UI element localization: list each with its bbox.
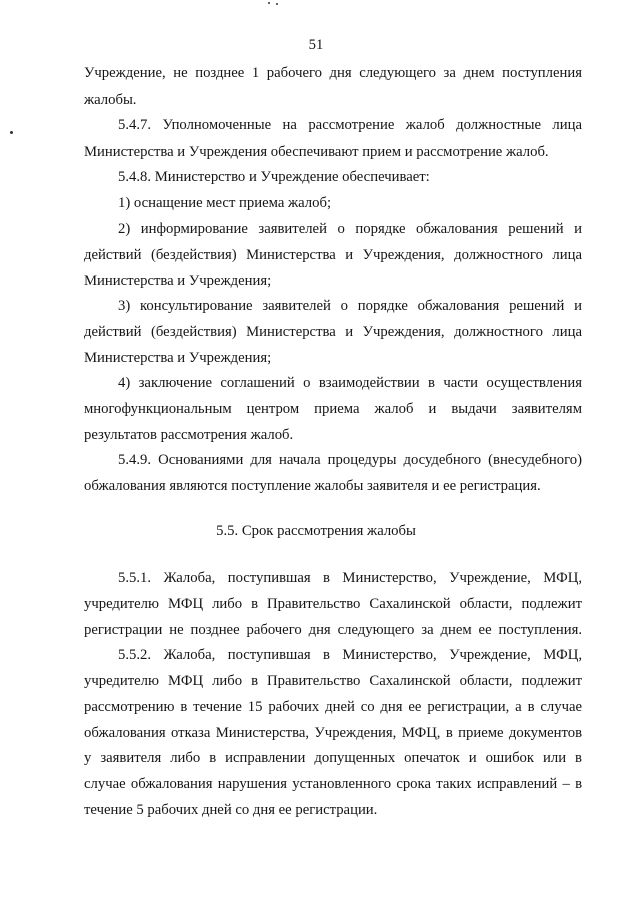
section-heading: 5.5. Срок рассмотрения жалобы	[216, 523, 416, 539]
text-line: 5.4.8. Министерство и Учреждение обеспечивает:	[118, 169, 430, 185]
text-line: течение 5 рабочих дней со дня ее регистрации.	[84, 802, 378, 818]
text-line: жалобы.	[84, 92, 137, 108]
text-line: действий (бездействия) Министерства и Учреждения, должностного лица	[84, 324, 582, 340]
text-line: рассмотрению в течение 15 рабочих дней со дня ее регистрации, а в случае	[84, 699, 582, 715]
text-line: Министерства и Учреждения;	[84, 350, 272, 366]
text-line: 5.4.7. Уполномоченные на рассмотрение жалоб должностные лица	[118, 117, 582, 133]
text-line: многофункциональным центром приема жалоб и выдачи заявителям	[84, 401, 582, 417]
text-line: у заявителя либо в исправлении допущенных опечаток и ошибок или в	[84, 750, 582, 766]
text-line: учредителю МФЦ либо в Правительство Сахалинской области, подлежит	[84, 673, 582, 689]
text-line: обжалования являются поступление жалобы заявителя и ее регистрация.	[84, 478, 541, 494]
text-line: результатов рассмотрения жалоб.	[84, 427, 294, 443]
text-line: 5.5.1. Жалоба, поступившая в Министерство, Учреждение, МФЦ,	[118, 570, 582, 586]
scan-speck	[268, 2, 270, 4]
text-line: действий (бездействия) Министерства и Учреждения, должностного лица	[84, 247, 582, 263]
scan-speck	[276, 3, 278, 5]
text-line: учредителю МФЦ либо в Правительство Сахалинской области, подлежит	[84, 596, 582, 612]
text-line: 1) оснащение мест приема жалоб;	[118, 195, 332, 211]
text-line: обжалования отказа Министерства, Учреждения, МФЦ, в приеме документов	[84, 725, 582, 741]
text-line: 5.4.9. Основаниями для начала процедуры досудебного (внесудебного)	[118, 452, 582, 468]
text-line: Учреждение, не позднее 1 рабочего дня следующего за днем поступления	[84, 65, 582, 81]
text-line: Министерства и Учреждения;	[84, 273, 272, 289]
text-line: 3) консультирование заявителей о порядке обжалования решений и	[118, 298, 582, 314]
scan-speck	[10, 131, 13, 134]
text-line: случае обжалования нарушения установленного срока таких исправлений – в	[84, 776, 582, 792]
text-line: 4) заключение соглашений о взаимодействии в части осуществления	[118, 375, 582, 391]
text-line: 2) информирование заявителей о порядке обжалования решений и	[118, 221, 582, 237]
page-number: 51	[308, 37, 324, 53]
text-line: регистрации не позднее рабочего дня следующего за днем ее поступления.	[84, 622, 582, 638]
text-line: Министерства и Учреждения обеспечивают прием и рассмотрение жалоб.	[84, 144, 549, 160]
text-line: 5.5.2. Жалоба, поступившая в Министерство, Учреждение, МФЦ,	[118, 647, 582, 663]
